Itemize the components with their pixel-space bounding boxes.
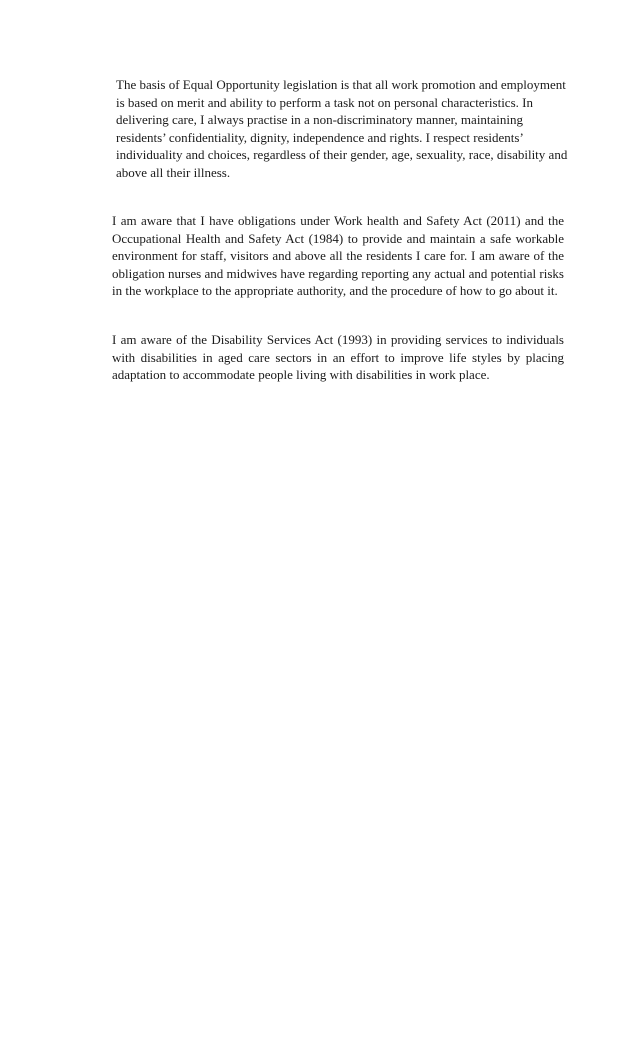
paragraph-work-health-safety: I am aware that I have obligations under Work health and Safety Act (2011) and the Occupational Health and Safety Act (1984) to provide and maintain a safe workable environment for staff, visitors and above all the residents I care for. I am aware of the obligation nurses and midwives have regarding reporting any actual and potential risks in the workplace to the appropriate authority, and the procedure of how to go about it. [112,213,564,298]
paragraph-equal-opportunity: The basis of Equal Opportunity legislation is that all work promotion and employment is based on merit and ability to perform a task not on personal characteristics. In delivering care, I always practise in a non-discriminatory manner, maintaining residents’ confidentiality, dignity, independence and rights. I respect residents’ individuality and choices, regardless of their gender, age, sexuality, race, disability and above all their illness. [116,77,568,180]
paragraph-disability-services: I am aware of the Disability Services Act (1993) in providing services to individuals with disabilities in aged care sectors in an effort to improve life styles by placing adaptation to accommodate people living with disabilities in work place. [112,332,564,382]
